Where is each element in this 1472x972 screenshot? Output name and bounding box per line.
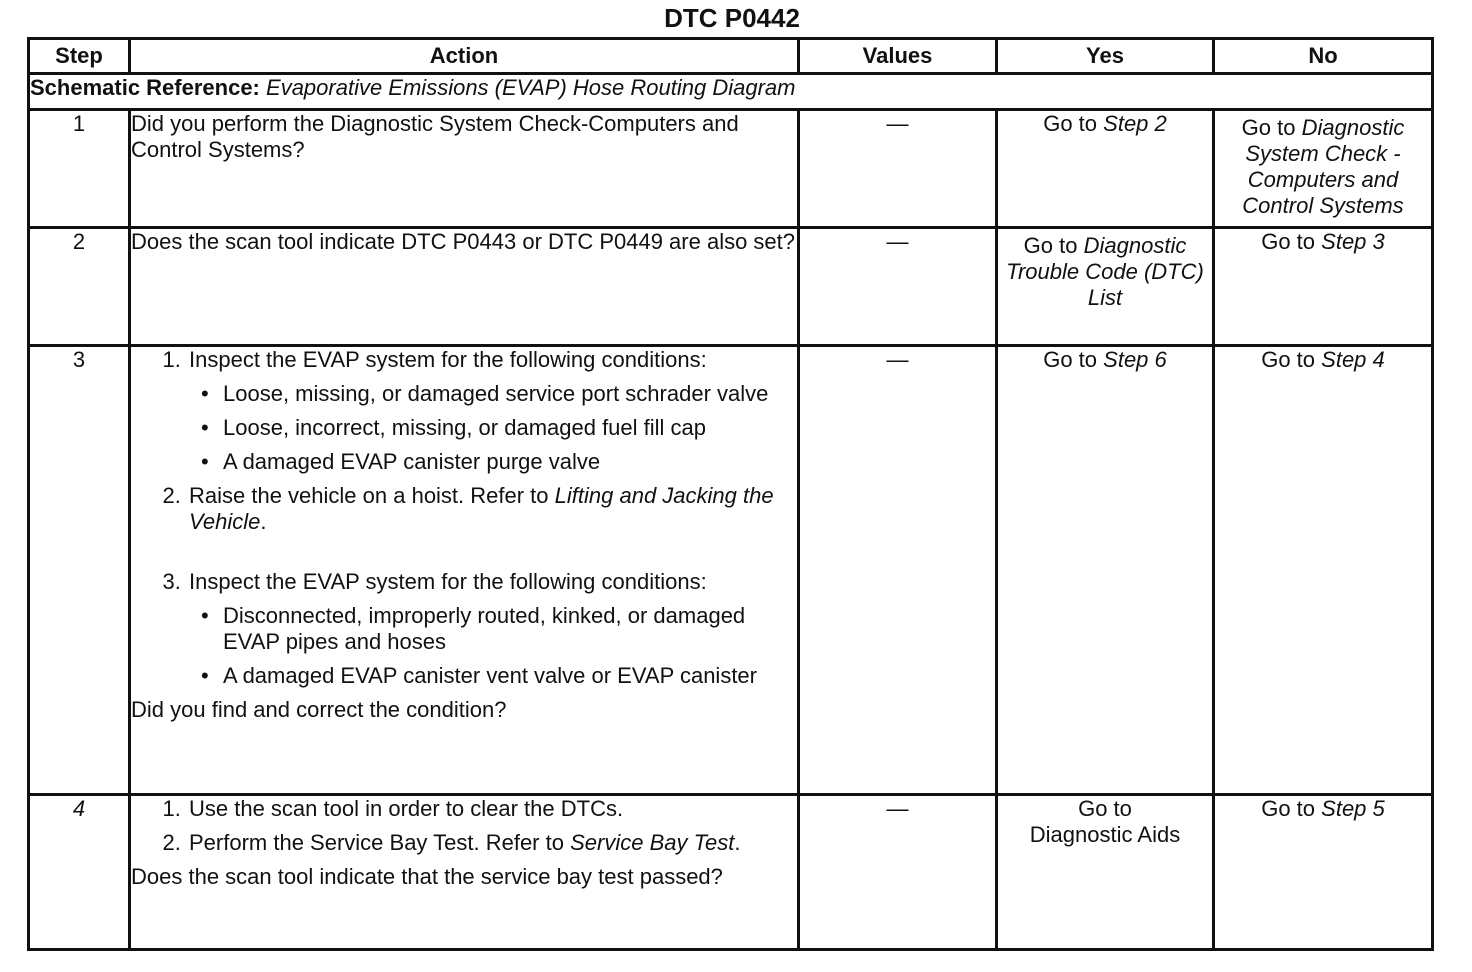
substep-link[interactable]: Lifting and Jacking the Vehicle	[189, 483, 774, 534]
substep-item	[187, 796, 797, 822]
yes-prefix: Go to	[1023, 233, 1078, 258]
no-prefix: Go to	[1261, 796, 1316, 821]
no-link[interactable]: Diagnostic System Check - Computers and Control Systems	[1242, 115, 1405, 218]
values-cell: —	[799, 228, 997, 346]
substep-item: 2. Perform the Service Bay Test. Refer to Service Bay Test.	[187, 830, 797, 856]
table-row	[29, 228, 1433, 346]
yes-prefix: Go to	[1043, 347, 1098, 372]
values-cell: —	[799, 795, 997, 950]
action-question: Does the scan tool indicate that the service bay test passed?	[131, 864, 723, 889]
substep-text: Inspect the EVAP system for the following conditions:	[189, 347, 707, 372]
no-cell	[1214, 110, 1433, 228]
substep-text: Inspect the EVAP system for the following conditions:	[189, 569, 707, 594]
header-values: Values	[799, 39, 997, 74]
values-cell: —	[799, 110, 997, 228]
table-header-row	[29, 39, 1433, 74]
header-no: No	[1214, 39, 1433, 74]
yes-prefix: Go to	[1078, 796, 1132, 821]
action-question: Did you find and correct the condition?	[131, 697, 507, 722]
step-number: 2	[29, 228, 130, 346]
yes-link[interactable]: Diagnostic Trouble Code (DTC) List	[1006, 233, 1204, 310]
substep-text: Raise the vehicle on a hoist. Refer to	[189, 483, 549, 508]
yes-cell	[997, 795, 1214, 950]
no-cell	[1214, 346, 1433, 795]
table-row	[29, 795, 1433, 950]
no-link[interactable]: Step 4	[1321, 347, 1385, 372]
schematic-reference	[29, 74, 1433, 110]
action-cell	[130, 795, 799, 950]
action-text: Does the scan tool indicate DTC P0443 or DTC P0449 are also set?	[131, 229, 796, 254]
step-number: 3	[29, 346, 130, 795]
no-prefix: Go to	[1261, 347, 1316, 372]
substep-text: Perform the Service Bay Test. Refer to	[189, 830, 564, 855]
no-prefix: Go to	[1241, 115, 1296, 140]
diagnostic-table	[27, 37, 1434, 951]
no-cell	[1214, 228, 1433, 346]
condition-item: • A damaged EVAP canister purge valve	[223, 449, 797, 475]
schematic-reference-label: Schematic Reference:	[30, 75, 260, 100]
condition-item: • Loose, missing, or damaged service port schrader valve	[223, 381, 797, 407]
condition-item: • Disconnected, improperly routed, kinked, or damaged EVAP pipes and hoses	[223, 603, 797, 655]
substep-link[interactable]: Service Bay Test	[570, 830, 735, 855]
condition-list	[189, 603, 797, 689]
substep-text: Use the scan tool in order to clear the DTCs.	[189, 796, 624, 821]
schematic-reference-row	[29, 74, 1433, 110]
substep-item	[187, 569, 797, 689]
step-number: 1	[29, 110, 130, 228]
yes-cell	[997, 110, 1214, 228]
substep-item	[187, 347, 797, 475]
yes-link[interactable]: Step 6	[1103, 347, 1167, 372]
yes-cell	[997, 346, 1214, 795]
condition-item: • Loose, incorrect, missing, or damaged fuel fill cap	[223, 415, 797, 441]
no-cell	[1214, 795, 1433, 950]
yes-link[interactable]: Step 2	[1103, 111, 1167, 136]
action-text: Did you perform the Diagnostic System Check-Computers and Control Systems?	[131, 111, 739, 162]
substep-list	[131, 347, 797, 689]
no-link[interactable]: Step 3	[1321, 229, 1385, 254]
condition-item: • A damaged EVAP canister vent valve or EVAP canister	[223, 663, 797, 689]
substep-item: 2. Raise the vehicle on a hoist. Refer to Lifting and Jacking the Vehicle.	[187, 483, 797, 561]
header-yes: Yes	[997, 39, 1214, 74]
schematic-reference-link[interactable]: Evaporative Emissions (EVAP) Hose Routing Diagram	[266, 75, 796, 100]
yes-prefix: Go to	[1043, 111, 1098, 136]
yes-link[interactable]: Diagnostic Aids	[1029, 822, 1181, 847]
step-number: 4	[29, 795, 130, 950]
substep-list	[131, 796, 797, 856]
table-row	[29, 346, 1433, 795]
action-cell	[130, 110, 799, 228]
yes-cell	[997, 228, 1214, 346]
header-step: Step	[29, 39, 130, 74]
no-prefix: Go to	[1261, 229, 1316, 254]
action-cell	[130, 228, 799, 346]
table-row	[29, 110, 1433, 228]
page-title: DTC P0442	[664, 3, 800, 33]
condition-list	[189, 381, 797, 475]
header-action: Action	[130, 39, 799, 74]
no-link[interactable]: Step 5	[1321, 796, 1385, 821]
values-cell: —	[799, 346, 997, 795]
action-cell	[130, 346, 799, 795]
